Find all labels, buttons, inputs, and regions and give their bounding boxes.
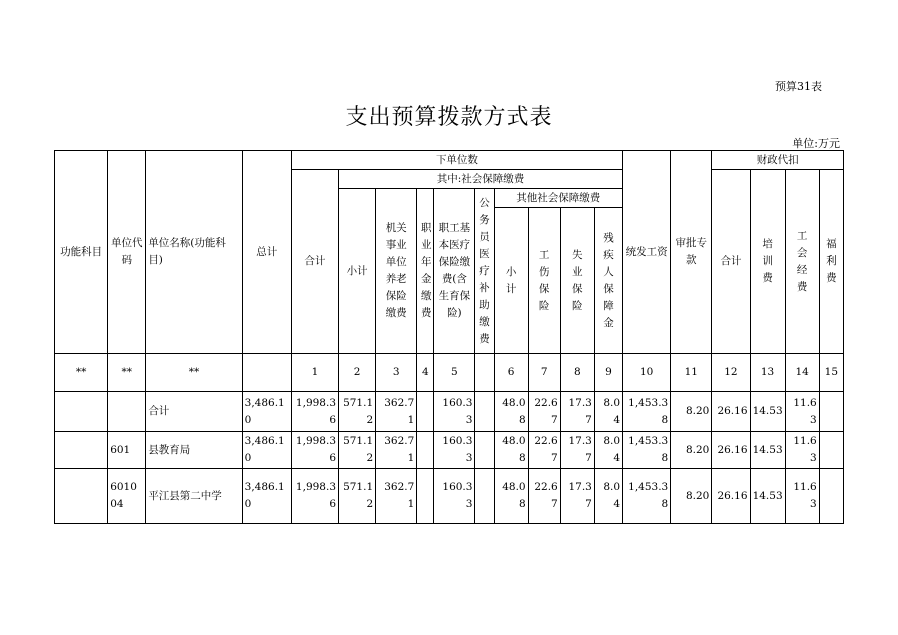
table-cell: 362.71: [376, 392, 417, 432]
table-cell: 160.33: [434, 432, 475, 469]
header-disability: 残疾人保障金: [594, 208, 622, 354]
table-cell: 362.71: [376, 432, 417, 469]
table-cell: [417, 392, 434, 432]
header-unemployment: 失业保险: [560, 208, 594, 354]
table-cell: [417, 432, 434, 469]
index-cell: 8: [560, 354, 594, 392]
table-cell: 1,998.36: [291, 432, 338, 469]
table-cell: 14.53: [750, 432, 785, 469]
table-cell: 26.16: [712, 392, 750, 432]
table-cell: [55, 469, 108, 524]
table-cell: 601: [108, 432, 146, 469]
table-cell: 22.67: [528, 392, 560, 432]
index-cell: 2: [339, 354, 376, 392]
table-row: [55, 392, 844, 432]
unit-label: 单位:万元: [792, 137, 840, 150]
table-cell: 8.04: [594, 392, 622, 432]
header-social-security: 其中:社会保障缴费: [339, 170, 623, 189]
index-row: [55, 354, 844, 392]
header-other-subtotal: 小计: [494, 208, 528, 354]
index-cell: 7: [528, 354, 560, 392]
header-civil-medical: 公务员医疗补助缴费: [475, 189, 494, 354]
table-cell: 8.20: [671, 469, 712, 524]
index-cell: **: [108, 354, 146, 392]
index-cell: 13: [750, 354, 785, 392]
table-cell: 8.20: [671, 432, 712, 469]
table-cell: 合计: [146, 392, 242, 432]
table-cell: 8.04: [594, 432, 622, 469]
header-subtotal-b: 小计: [339, 189, 376, 354]
header-training: 培训费: [750, 170, 785, 354]
index-cell: 14: [785, 354, 819, 392]
table-row: [55, 432, 844, 469]
table-cell: 8.04: [594, 469, 622, 524]
header-func-subject: 功能科目: [55, 151, 108, 354]
table-cell: 11.63: [785, 432, 819, 469]
header-fiscal-withhold: 财政代扣: [712, 151, 844, 170]
index-cell: [242, 354, 291, 392]
header-welfare: 福利费: [819, 170, 843, 354]
header-fiscal-total: 合计: [712, 170, 750, 354]
table-cell: [55, 432, 108, 469]
table-cell: 22.67: [528, 432, 560, 469]
header-annuity: 职业年金缴费: [417, 189, 434, 354]
header-unified-salary: 统发工资: [623, 151, 671, 354]
table-cell: 平江县第二中学: [146, 469, 242, 524]
header-unit-name: 单位名称(功能科目): [146, 151, 242, 354]
table-cell: 3,486.10: [242, 392, 291, 432]
index-cell: **: [146, 354, 242, 392]
table-cell: 1,453.38: [623, 392, 671, 432]
index-cell: 1: [291, 354, 338, 392]
table-cell: [819, 469, 843, 524]
index-cell: 6: [494, 354, 528, 392]
table-cell: 601004: [108, 469, 146, 524]
table-cell: 22.67: [528, 469, 560, 524]
budget-table: [54, 150, 844, 524]
table-cell: 17.37: [560, 432, 594, 469]
header-subtotal-a: 合计: [291, 170, 338, 354]
table-cell: 14.53: [750, 392, 785, 432]
table-cell: 571.12: [339, 392, 376, 432]
table-cell: 48.08: [494, 469, 528, 524]
table-cell: 571.12: [339, 469, 376, 524]
table-cell: 160.33: [434, 469, 475, 524]
header-union-fee: 工会经费: [785, 170, 819, 354]
index-cell: 12: [712, 354, 750, 392]
table-cell: 17.37: [560, 392, 594, 432]
table-cell: 26.16: [712, 469, 750, 524]
table-cell: 362.71: [376, 469, 417, 524]
table-cell: 3,486.10: [242, 432, 291, 469]
form-number: 预算31表: [775, 80, 822, 93]
header-injury: 工伤保险: [528, 208, 560, 354]
table-cell: 571.12: [339, 432, 376, 469]
index-cell: 15: [819, 354, 843, 392]
table-cell: 160.33: [434, 392, 475, 432]
table-cell: 1,453.38: [623, 432, 671, 469]
table-row: [55, 469, 844, 524]
index-cell: 10: [623, 354, 671, 392]
table-cell: [55, 392, 108, 432]
table-cell: 1,998.36: [291, 392, 338, 432]
table-cell: [819, 392, 843, 432]
index-cell: 5: [434, 354, 475, 392]
header-approved-special: 审批专款: [671, 151, 712, 354]
table-cell: 11.63: [785, 469, 819, 524]
index-cell: 9: [594, 354, 622, 392]
table-cell: [417, 469, 434, 524]
header-lower-unit: 下单位数: [291, 151, 622, 170]
table-cell: 48.08: [494, 392, 528, 432]
table-cell: [475, 432, 494, 469]
table-cell: [475, 469, 494, 524]
table-cell: [475, 392, 494, 432]
header-unit-code: 单位代码: [108, 151, 146, 354]
table-cell: 1,453.38: [623, 469, 671, 524]
index-cell: **: [55, 354, 108, 392]
page-title: 支出预算拨款方式表: [345, 105, 553, 130]
header-pension: 机关事业单位养老保险缴费: [376, 189, 417, 354]
table-cell: 26.16: [712, 432, 750, 469]
table-cell: 3,486.10: [242, 469, 291, 524]
table-cell: 县教育局: [146, 432, 242, 469]
index-cell: 3: [376, 354, 417, 392]
table-cell: 1,998.36: [291, 469, 338, 524]
header-medical: 职工基本医疗保险缴费(含生育保险): [434, 189, 475, 354]
table-cell: 17.37: [560, 469, 594, 524]
table-cell: 11.63: [785, 392, 819, 432]
header-total: 总计: [242, 151, 291, 354]
table-cell: [108, 392, 146, 432]
table-cell: 48.08: [494, 432, 528, 469]
index-cell: 4: [417, 354, 434, 392]
header-other-social: 其他社会保障缴费: [494, 189, 623, 208]
index-cell: 11: [671, 354, 712, 392]
index-cell: [475, 354, 494, 392]
table-cell: 8.20: [671, 392, 712, 432]
table-cell: 14.53: [750, 469, 785, 524]
table-cell: [819, 432, 843, 469]
